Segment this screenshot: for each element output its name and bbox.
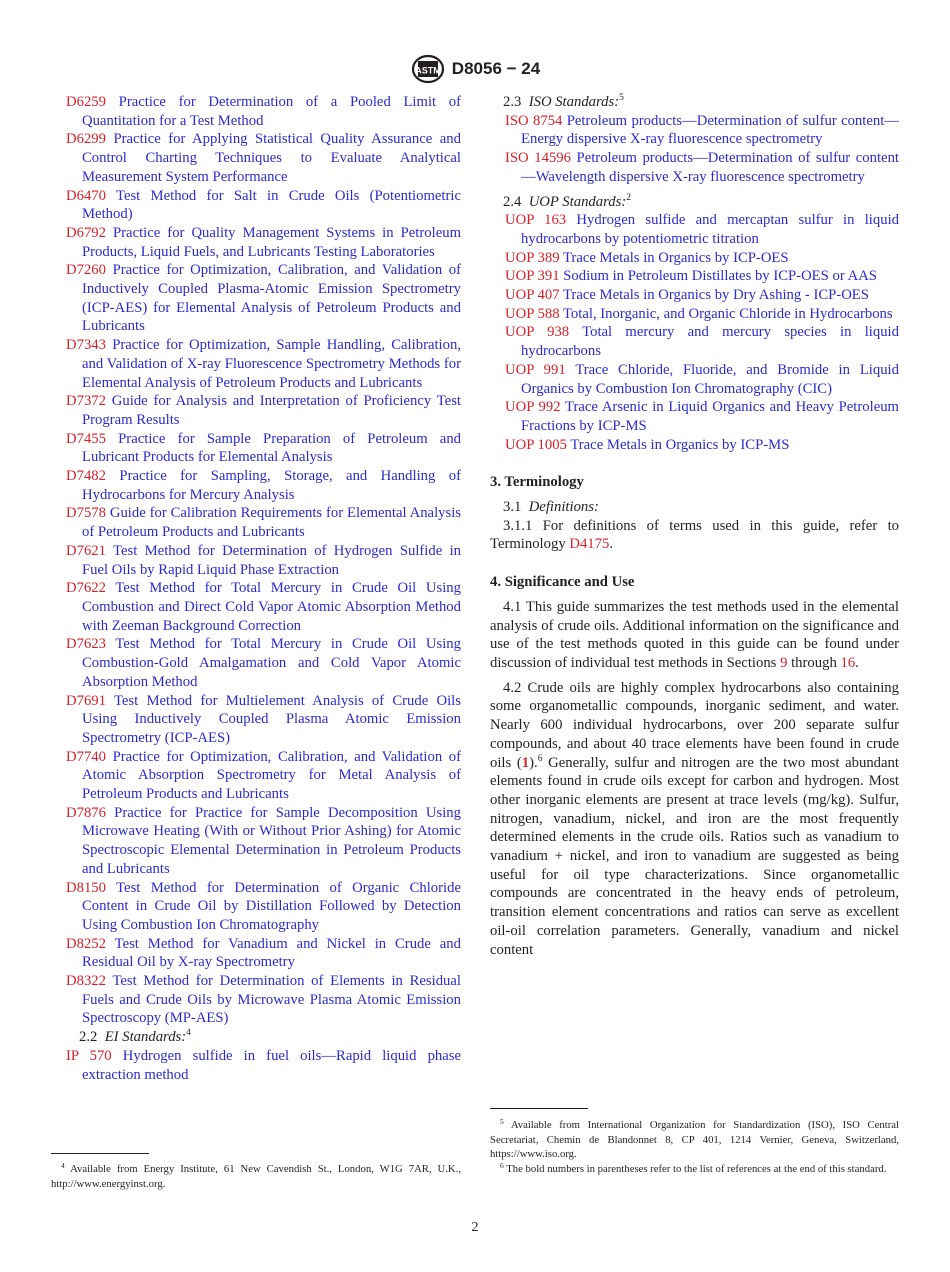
reference-code[interactable]: D6299	[66, 131, 106, 148]
paragraph-4-1: 4.1 This guide summarizes the test methods used in the elemental analysis of crude oils. Additional information on the significance and use of the test methods quoted in this guide can be found under discussion of individual test methods in Sections 9 through 16.	[490, 598, 899, 671]
reference-title[interactable]: Test Method for Multielement Analysis of Crude Oils Using Inductively Coupled Plasma Atomic Emission Spectrometry (ICP-AES)	[82, 692, 461, 746]
reference-title[interactable]: Guide for Calibration Requirements for Elemental Analysis of Petroleum Products and Lubricants	[82, 505, 462, 541]
reference-item[interactable]	[66, 224, 461, 261]
reference-item[interactable]	[66, 93, 461, 130]
reference-title[interactable]: Practice for Sample Preparation of Petroleum and Lubricant Products for Elemental Analysis	[82, 430, 462, 466]
reference-item[interactable]	[66, 130, 461, 186]
reference-code[interactable]: D7482	[66, 468, 106, 485]
reference-title[interactable]: Petroleum products—Determination of sulfur content—Wavelength dispersive X-ray fluorescence spectrometry	[521, 150, 899, 185]
paragraph-3-1-1: 3.1.1 For definitions of terms used in this guide, refer to Terminology D4175.	[490, 517, 899, 553]
reference-item[interactable]	[66, 261, 461, 336]
reference-code[interactable]: UOP 938	[505, 324, 570, 341]
reference-item[interactable]	[66, 635, 461, 691]
reference-item[interactable]	[505, 267, 899, 286]
reference-link[interactable]: D4175	[569, 536, 610, 553]
uop-standards-heading: 2.4 UOP Standards:$^2$	[503, 192, 631, 210]
reference-title[interactable]: Practice for Determination of a Pooled Limit of Quantitation for a Test Method	[82, 94, 462, 129]
reference-title[interactable]: Practice for Optimization, Calibration, and Validation of Inductively Coupled Plasma-Atomic Emission Spectrometry (ICP-AES) for Elemental Analysis of Petroleum Products and Lubricants	[82, 262, 461, 335]
reference-title[interactable]: Trace Arsenic in Liquid Organics and Heavy Petroleum Fractions by ICP-MS	[521, 399, 899, 434]
reference-code[interactable]: UOP 588	[505, 305, 560, 322]
ei-standards-heading: 2.2 EI Standards:$^4$	[79, 1028, 191, 1046]
reference-item[interactable]	[505, 149, 899, 186]
reference-code[interactable]: D8252	[66, 935, 106, 952]
reference-title[interactable]: Total, Inorganic, and Organic Chloride in Hydrocarbons	[562, 305, 893, 322]
reference-title[interactable]: Practice for Optimization, Sample Handling, Calibration, and Validation of X-ray Fluorescence Spectrometry Methods for Elemental Analysis of Petroleum Products and Lubricants	[82, 337, 461, 391]
reference-item[interactable]	[505, 398, 899, 435]
reference-code[interactable]: D6470	[66, 187, 106, 204]
reference-code[interactable]: D7621	[66, 542, 106, 559]
reference-code[interactable]: D7876	[66, 804, 106, 821]
reference-item[interactable]	[66, 504, 461, 541]
reference-title[interactable]: Guide for Analysis and Interpretation of Proficiency Test Program Results	[82, 393, 461, 428]
reference-title[interactable]: Petroleum products—Determination of sulfur content—Energy dispersive X-ray fluorescence spectrometry	[521, 112, 899, 148]
reference-code[interactable]: D6259	[66, 94, 106, 110]
astm-logo-icon	[410, 54, 446, 84]
reference-code[interactable]: UOP 163	[505, 212, 567, 229]
document-designation: D8056 − 24	[451, 59, 541, 78]
reference-code[interactable]: D7260	[66, 262, 106, 279]
reference-title[interactable]: Practice for Optimization, Calibration, and Validation of Atomic Absorption Spectrometry for Metal Analysis of Petroleum Products and Lubricants	[82, 748, 461, 803]
footnote-6: $^6$ The bold numbers in parentheses refer to the list of references at the end of this standard.	[500, 1161, 887, 1175]
footnote-5: $^5$ Available from International Organization for Standardization (ISO), ISO Central Secretariat, Chemin de Blandonnet 8, CP 401, 1214 Vernier, Geneva, Switzerland, https://www.iso.org.	[490, 1117, 899, 1160]
reference-item[interactable]	[505, 361, 899, 398]
reference-item[interactable]	[66, 187, 461, 224]
reference-code[interactable]: D7372	[66, 393, 106, 410]
reference-code[interactable]: D7623	[66, 636, 106, 653]
reference-item[interactable]	[66, 542, 461, 579]
reference-title[interactable]: Practice for Applying Statistical Quality Assurance and Control Charting Techniques to Evaluate Analytical Measurement System Performance	[82, 131, 461, 185]
reference-title[interactable]: Test Method for Total Mercury in Crude Oil Using Combustion-Gold Amalgamation and Cold Vapor Atomic Absorption Method	[82, 636, 461, 690]
section-3-title: 3. Terminology	[490, 474, 584, 491]
reference-code[interactable]: UOP 992	[505, 399, 561, 416]
reference-title[interactable]: Test Method for Determination of Elements in Residual Fuels and Crude Oils by Microwave Plasma Atomic Emission Spectroscopy (MP-AES)	[82, 973, 461, 1027]
reference-code[interactable]: UOP 389	[505, 249, 560, 266]
reference-code[interactable]: D7455	[66, 430, 106, 447]
reference-item[interactable]	[66, 804, 461, 879]
reference-item[interactable]	[505, 436, 899, 455]
section-link[interactable]: 16	[840, 654, 856, 671]
section-link[interactable]: 9	[780, 654, 788, 671]
page-number: 2	[471, 1220, 479, 1235]
reference-title[interactable]: Hydrogen sulfide and mercaptan sulfur in liquid hydrocarbons by potentiometric titration	[521, 212, 900, 247]
reference-item[interactable]	[66, 392, 461, 429]
left-column	[66, 93, 461, 1084]
reference-item[interactable]	[505, 286, 899, 305]
section-4-title: 4. Significance and Use	[490, 574, 635, 591]
reference-code[interactable]: D7343	[66, 337, 106, 354]
reference-item[interactable]	[66, 430, 461, 467]
reference-title[interactable]: Test Method for Total Mercury in Crude Oil Using Combustion and Direct Cold Vapor Atomic Absorption Method with Zeeman Background Correction	[82, 580, 461, 634]
reference-code[interactable]: D7691	[66, 692, 106, 709]
reference-item[interactable]	[66, 467, 461, 504]
footnote-4: $^4$ Available from Energy Institute, 61 New Cavendish St., London, W1G 7AR, U.K., http://www.energyinst.org.	[51, 1161, 461, 1190]
reference-title[interactable]: Total mercury and mercury species in liquid hydrocarbons	[521, 324, 899, 360]
reference-item[interactable]	[505, 305, 899, 324]
reference-title[interactable]: Practice for Sampling, Storage, and Handling of Hydrocarbons for Mercury Analysis	[82, 468, 462, 503]
page-header	[0, 54, 950, 84]
reference-item[interactable]	[505, 323, 899, 360]
reference-item[interactable]	[66, 692, 461, 748]
reference-code[interactable]: UOP 991	[505, 361, 566, 378]
reference-title[interactable]: Practice for Practice for Sample Decomposition Using Microwave Heating (With or Without Prior Ashing) for Atomic Spectroscopic Elemental Determination in Petroleum Products and Lubricants	[82, 804, 461, 877]
reference-code[interactable]: D8322	[66, 973, 106, 990]
reference-title[interactable]: Trace Chloride, Fluoride, and Bromide in Liquid Organics by Combustion Ion Chromatography (CIC)	[521, 361, 899, 397]
reference-item[interactable]	[66, 748, 461, 804]
right-column	[490, 93, 899, 959]
reference-code[interactable]: ISO 8754	[505, 112, 563, 129]
reference-list-astm	[66, 93, 461, 1028]
reference-title[interactable]: Trace Metals in Organics by ICP-MS	[570, 436, 790, 453]
reference-item[interactable]	[66, 879, 461, 935]
reference-title[interactable]: Test Method for Determination of Organic Chloride Content in Crude Oil by Distillation Followed by Detection Using Combustion Ion Chromatography	[82, 879, 461, 933]
reference-title[interactable]: Hydrogen sulfide in fuel oils—Rapid liquid phase extraction method	[82, 1047, 462, 1083]
reference-code[interactable]: D7622	[66, 580, 106, 597]
svg-text:ASTM: ASTM	[415, 65, 441, 76]
reference-item[interactable]	[505, 249, 899, 268]
reference-code[interactable]: UOP 391	[505, 268, 560, 285]
definitions-heading: 3.1 Definitions:	[503, 499, 599, 516]
reference-code[interactable]: D6792	[66, 224, 106, 241]
reference-code[interactable]: D7578	[66, 505, 106, 522]
reference-code[interactable]: UOP 407	[505, 287, 560, 304]
paragraph-4-2: 4.2 Crude oils are highly complex hydrocarbons also containing some organometallic compounds, inorganic sediment, and water. Nearly 600 individual hydrocarbons, over 200 separate sulfur compounds, and about 40 trace elements have been found in crude oils (1).$^6$ Generally, sulfur and nitrogen are the two most abundant elements found in crude oils except for carbon and hydrogen. Most other inorganic elements are present at trace levels (mg/kg). Sulfur, nitrogen, vanadium, nickel, and iron are the most frequently determined elements in the crude oils. Ratios such as vanadium to vanadium + nickel, and iron to vanadium are suggested as being useful for oil type characterizations. Since organometallic compounds are concentrated in the heavy ends of petroleum, transition element concentrations and ratios can serve as excellent oil-oil correlation parameters. Generally, vanadium and nickel content	[490, 679, 899, 958]
reference-item[interactable]	[66, 1047, 461, 1084]
reference-code[interactable]: D7740	[66, 748, 106, 765]
reference-title[interactable]: Test Method for Determination of Hydrogen Sulfide in Fuel Oils by Rapid Liquid Phase Extraction	[82, 542, 461, 578]
footnote-rule	[51, 1153, 149, 1154]
reference-item[interactable]	[505, 112, 899, 149]
citation-link[interactable]: 1	[521, 754, 530, 771]
reference-title[interactable]: Sodium in Petroleum Distillates by ICP-OES or AAS	[563, 268, 877, 285]
reference-item[interactable]	[505, 211, 899, 248]
reference-title[interactable]: Trace Metals in Organics by Dry Ashing - ICP-OES	[562, 287, 869, 304]
iso-standards-heading: 2.3 ISO Standards:$^5$	[503, 93, 624, 110]
reference-title[interactable]: Test Method for Vanadium and Nickel in Crude and Residual Oil by X-ray Spectrometry	[82, 935, 461, 971]
reference-title[interactable]: Test Method for Salt in Crude Oils (Potentiometric Method)	[82, 187, 461, 223]
reference-code[interactable]: ISO 14596	[505, 150, 571, 167]
reference-item[interactable]	[66, 579, 461, 635]
reference-title[interactable]: Trace Metals in Organics by ICP-OES	[562, 249, 789, 266]
footnote-rule	[490, 1108, 588, 1109]
reference-code[interactable]: IP 570	[66, 1047, 112, 1064]
reference-item[interactable]	[66, 935, 461, 972]
reference-item[interactable]	[66, 336, 461, 392]
reference-code[interactable]: D8150	[66, 879, 106, 896]
reference-title[interactable]: Practice for Quality Management Systems in Petroleum Products, Liquid Fuels, and Lubricants Testing Laboratories	[82, 224, 461, 260]
reference-item[interactable]	[66, 972, 461, 1028]
reference-code[interactable]: UOP 1005	[505, 436, 567, 453]
